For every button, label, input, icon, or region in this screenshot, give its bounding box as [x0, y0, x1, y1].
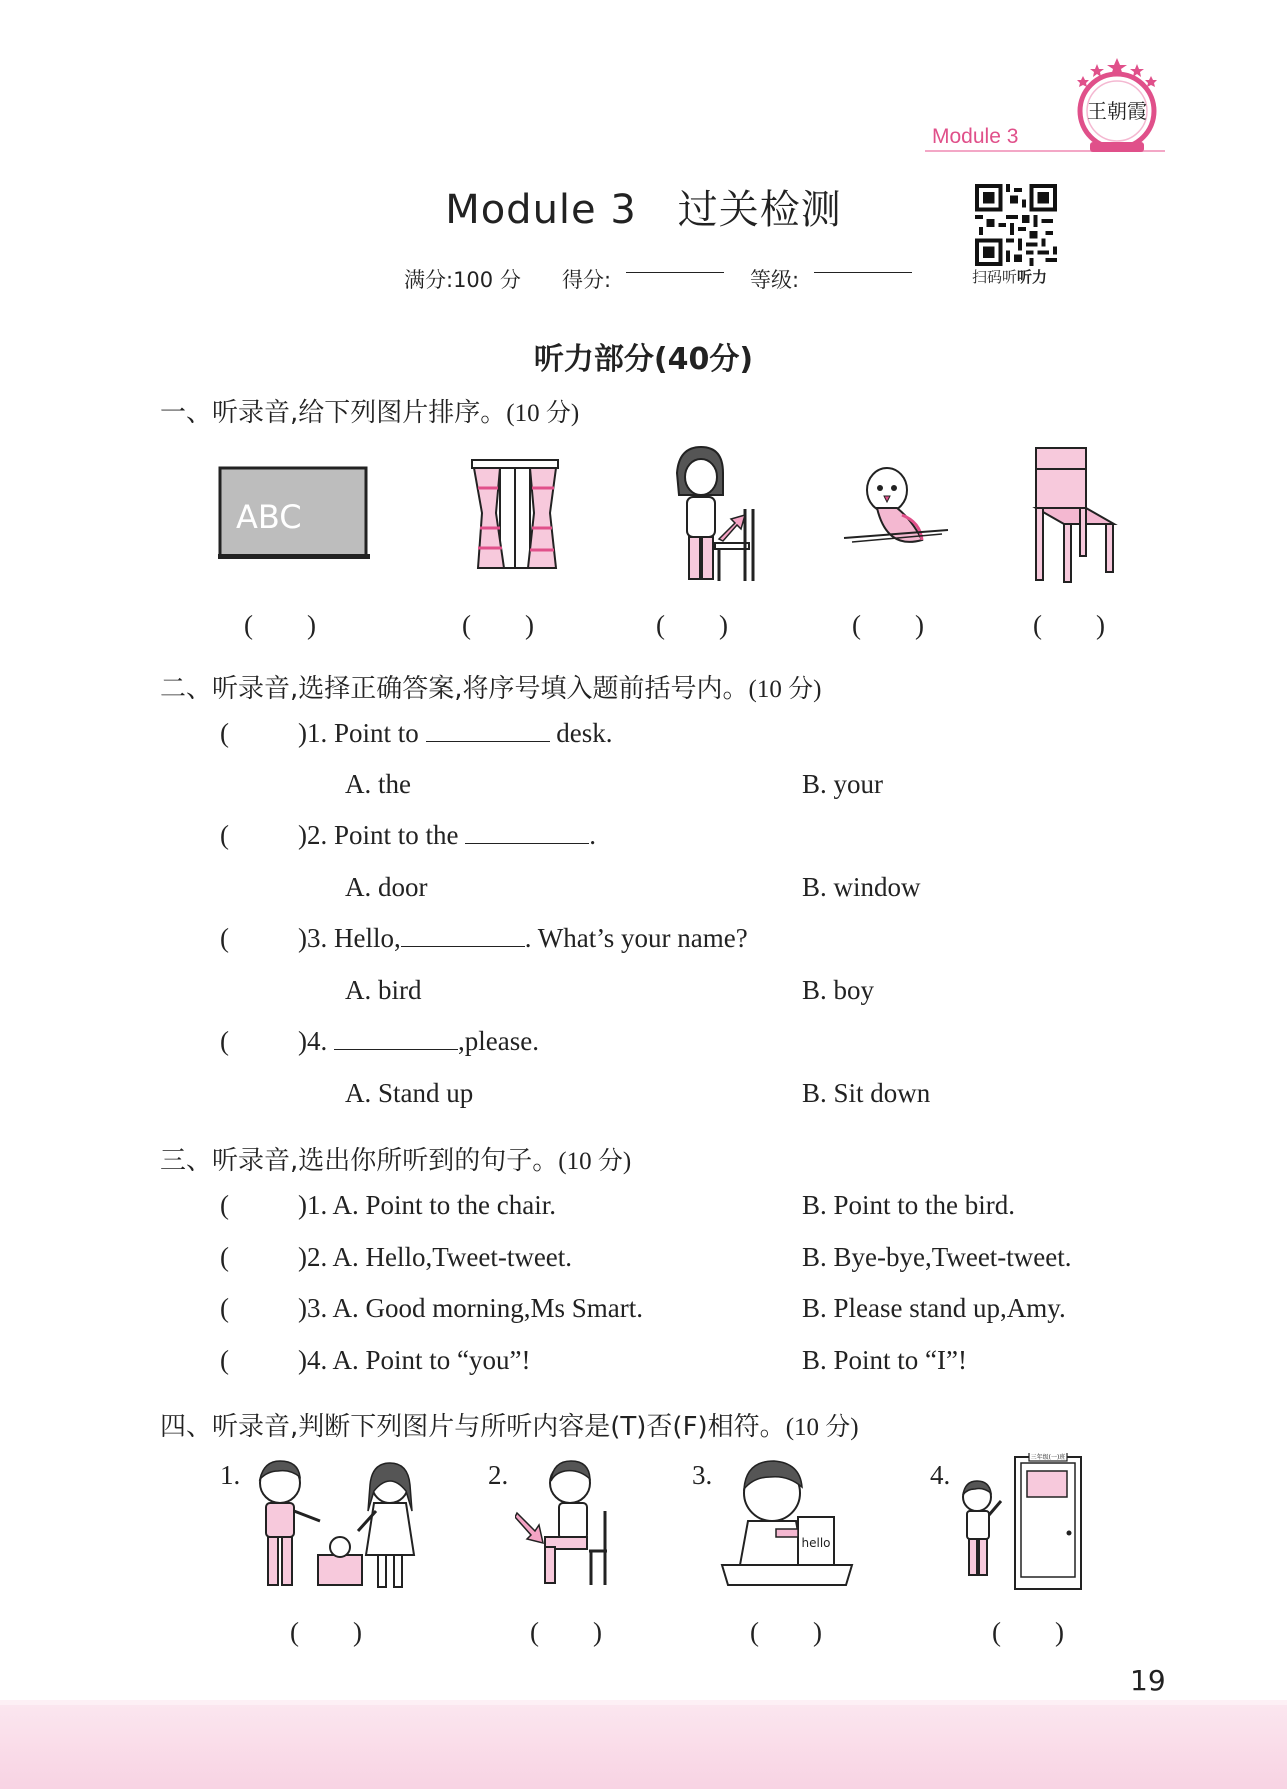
q2-heading: 二、听录音,选择正确答案,将序号填入题前括号内。(10 分)	[160, 674, 822, 704]
fill-blank[interactable]	[334, 1027, 458, 1050]
q4-label-3: 3.	[692, 1460, 713, 1490]
qr-label: 扫码听听力	[972, 268, 1048, 286]
q4-label-1: 1.	[220, 1460, 241, 1490]
q3-answer-paren-1[interactable]: (	[220, 1190, 229, 1220]
footer-band	[0, 1705, 1287, 1789]
q1-answer-paren-3[interactable]: ( )	[656, 610, 728, 640]
q4-picture-4	[955, 1453, 1085, 1593]
q3-option-b-2: B. Bye-bye,Tweet-tweet.	[802, 1242, 1072, 1272]
q4-answer-paren-1[interactable]: ( )	[290, 1617, 362, 1647]
page-number: 19	[1130, 1664, 1166, 1697]
q1-answer-paren-1[interactable]: ( )	[244, 610, 316, 640]
girl-stand-up-picture	[665, 443, 760, 588]
page-title: Module 3 过关检测	[445, 187, 842, 233]
q2-answer-paren-1[interactable]: (	[220, 718, 229, 748]
q4-label-4: 4.	[930, 1460, 951, 1490]
window-picture	[470, 458, 560, 573]
brand-logo-icon	[1072, 56, 1162, 156]
q3-answer-paren-2[interactable]: (	[220, 1242, 229, 1272]
card-text: hello	[801, 1536, 831, 1550]
q2-option-b-4: B. Sit down	[802, 1078, 931, 1108]
score-label: 得分:	[562, 268, 612, 292]
q2-item-1: )1. Point to desk.	[298, 718, 613, 748]
fill-blank[interactable]	[426, 719, 550, 742]
qr-code-icon[interactable]	[975, 184, 1057, 266]
q2-answer-paren-2[interactable]: (	[220, 820, 229, 850]
q2-answer-paren-3[interactable]: (	[220, 923, 229, 953]
q3-option-a-1: )1. A. Point to the chair.	[298, 1190, 556, 1220]
grade-label: 等级:	[750, 268, 800, 292]
q1-answer-paren-2[interactable]: ( )	[462, 610, 534, 640]
q4-answer-paren-3[interactable]: ( )	[750, 1617, 822, 1647]
q2-option-b-2: B. window	[802, 872, 921, 902]
fill-blank[interactable]	[401, 924, 525, 947]
q4-picture-1	[250, 1455, 420, 1595]
q4-picture-2	[515, 1455, 615, 1590]
q3-heading: 三、听录音,选出你所听到的句子。(10 分)	[160, 1146, 632, 1176]
q3-answer-paren-3[interactable]: (	[220, 1293, 229, 1323]
q4-answer-paren-2[interactable]: ( )	[530, 1617, 602, 1647]
q3-option-b-1: B. Point to the bird.	[802, 1190, 1016, 1220]
q1-heading: 一、听录音,给下列图片排序。(10 分)	[160, 398, 580, 428]
full-score: 满分:100 分	[404, 268, 521, 292]
q3-option-b-3: B. Please stand up,Amy.	[802, 1293, 1066, 1323]
logo-text: 王朝霞	[1087, 99, 1147, 123]
q2-item-3: )3. Hello, . What’s your name?	[298, 923, 748, 953]
q3-option-a-3: )3. A. Good morning,Ms Smart.	[298, 1293, 644, 1323]
q2-answer-paren-4[interactable]: (	[220, 1026, 229, 1056]
q2-item-4: )4. ,please.	[298, 1026, 539, 1056]
q4-label-2: 2.	[488, 1460, 509, 1490]
score-blank[interactable]	[626, 272, 724, 273]
q3-answer-paren-4[interactable]: (	[220, 1345, 229, 1375]
q2-option-a-3: A. bird	[345, 975, 422, 1005]
section-title: 听力部分(40分)	[533, 342, 754, 377]
q1-answer-paren-5[interactable]: ( )	[1033, 610, 1105, 640]
q2-option-a-4: A. Stand up	[345, 1078, 474, 1108]
q3-option-b-4: B. Point to “I”!	[802, 1345, 967, 1375]
module-tag: Module 3	[932, 125, 1019, 148]
q1-answer-paren-4[interactable]: ( )	[852, 610, 924, 640]
blackboard-text: ABC	[236, 498, 302, 536]
q3-option-a-2: )2. A. Hello,Tweet-tweet.	[298, 1242, 573, 1272]
q3-option-a-4: )4. A. Point to “you”!	[298, 1345, 531, 1375]
blackboard-picture	[218, 466, 370, 562]
bird-picture	[842, 460, 952, 565]
q2-option-b-3: B. boy	[802, 975, 875, 1005]
q4-picture-3	[720, 1455, 855, 1590]
q2-option-a-2: A. door	[345, 872, 428, 902]
grade-blank[interactable]	[814, 272, 912, 273]
q4-answer-paren-4[interactable]: ( )	[992, 1617, 1064, 1647]
q2-item-2: )2. Point to the .	[298, 820, 597, 850]
q2-option-b-1: B. your	[802, 769, 883, 799]
fill-blank[interactable]	[465, 821, 589, 844]
chair-picture	[1028, 444, 1118, 584]
door-sign-text: 三年级(一)班	[1030, 1454, 1066, 1461]
q4-heading: 四、听录音,判断下列图片与所听内容是(T)否(F)相符。(10 分)	[160, 1412, 859, 1442]
q2-option-a-1: A. the	[345, 769, 411, 799]
